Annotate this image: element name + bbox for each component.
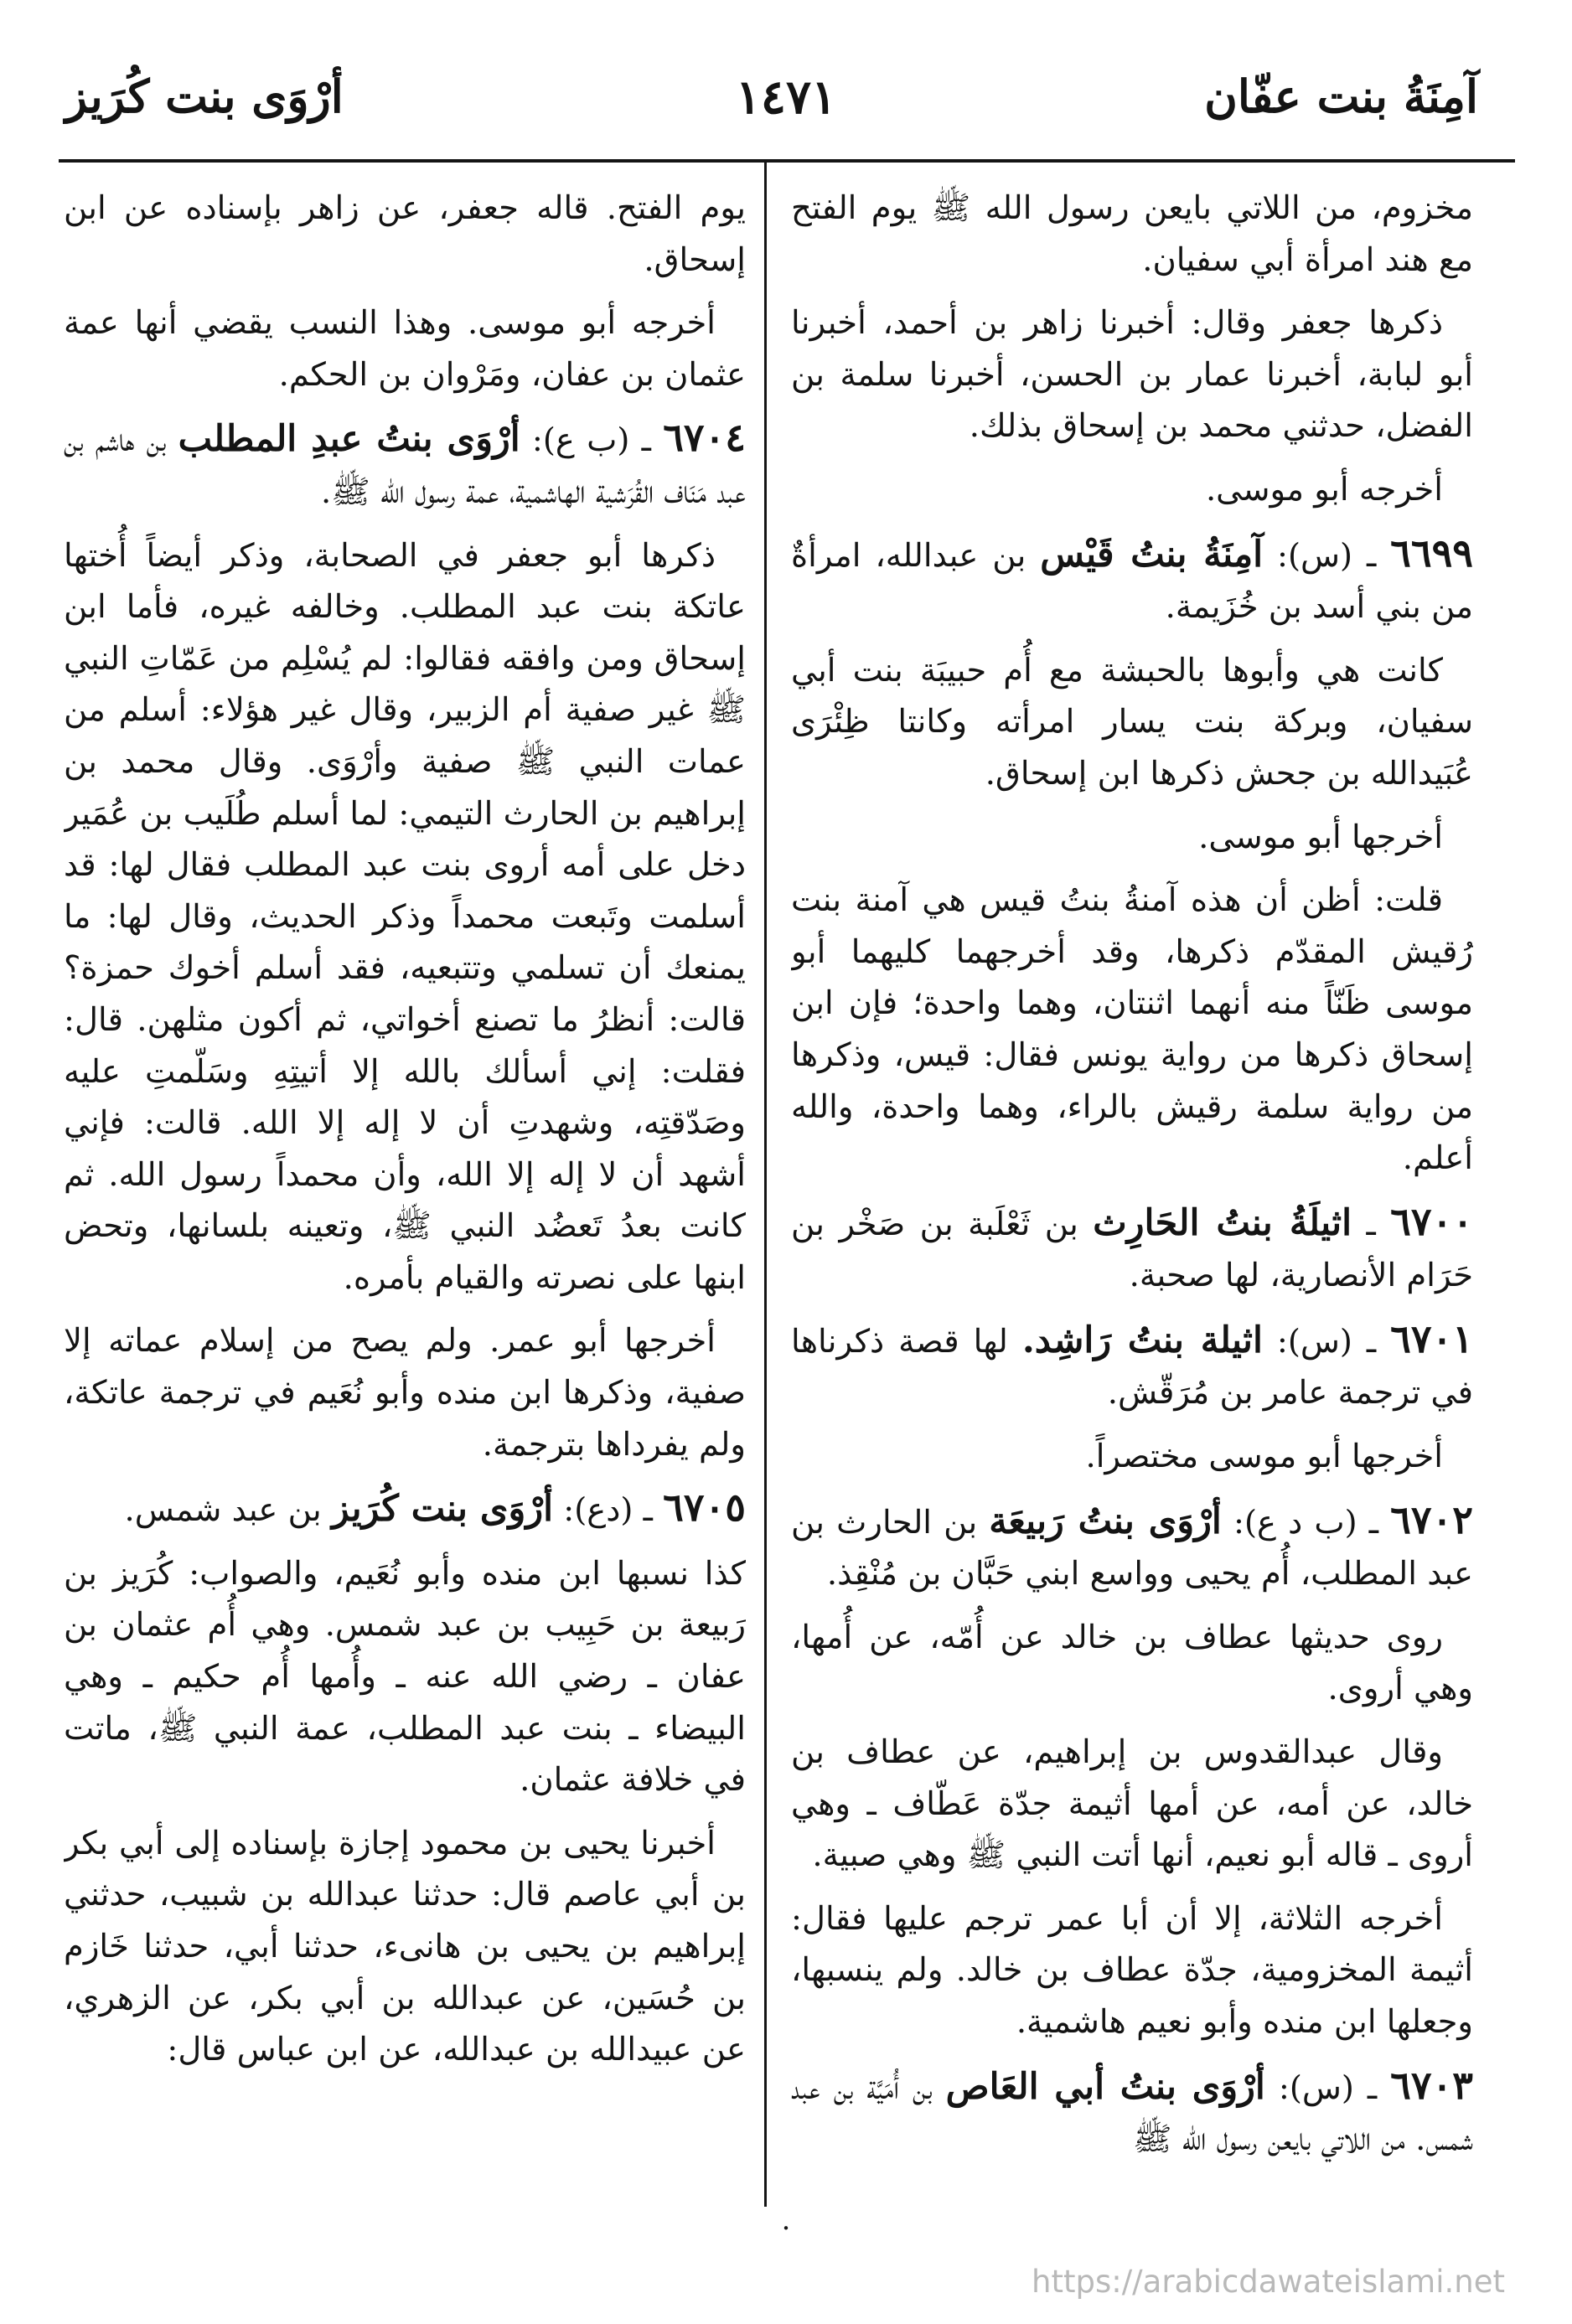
paragraph: أخرجها أبو موسى. — [1198, 818, 1443, 856]
paragraph: أخرجه الثلاثة، إلا أن أبا عمر ترجم عليها فقال: أثيمة المخزومية، جدّة عطاف بن خالد. ولم ينسبها، وجعلها ابن منده وأبو نعيم هاشمية. — [791, 1899, 1473, 2041]
entry-text: لها قصة ذكرناها في ترجمة عامر بن مُرَقّش. — [791, 1322, 1473, 1412]
paragraph: مخزوم، من اللاتي بايعن رسول الله ﷺ يوم الفتح مع هند امرأة أبي سفيان. — [791, 189, 1473, 279]
entry-text: بن عبدالله، امرأةٌ من بني أسد بن خُزَيمة. — [791, 536, 1473, 627]
entry-number: ٦٧٠٠ — [1390, 1198, 1473, 1244]
entry-number: ٦٧٠٢ — [1390, 1496, 1473, 1542]
entry-name: آمِنَةُ بنتُ قَيْس — [1040, 533, 1264, 576]
entry-6703 — [791, 2060, 1473, 2166]
paragraph: أخبرنا يحيى بن محمود إجازة بإسناده إلى أبي بكر بن أبي عاصم قال: حدثنا عبدالله بن شبيب، حدثني إبراهيم بن يحيى بن هانىء، حدثنا أبي، حدثنا خَازم بن حُسَين، عن عبدالله بن أبي بكر، عن الزهري، عن عبيدالله بن عبدالله، عن ابن عباس قال: — [64, 1824, 746, 2069]
entry-number: ٦٧٠٥ — [663, 1485, 746, 1531]
entry-6702 — [791, 1495, 1473, 1600]
entry-name: أرْوَى بنتُ عبدِ المطلب — [178, 418, 520, 461]
paragraph: كانت هي وأبوها بالحبشة مع أُم حبيبَة بنت أبي سفيان، وبركة بنت يسار امرأته وكانتا ظِئْرَى عُبَيدالله بن جحش ذكرها ابن إسحاق. — [791, 651, 1473, 793]
entry-tag: ـ (ب د ع): — [1221, 1503, 1391, 1542]
entry-6701 — [791, 1314, 1473, 1419]
paragraph: أخرجه أبو موسى. — [1205, 470, 1443, 509]
entry-6699 — [791, 528, 1473, 633]
running-header-right: آمِنَةُ بنت عفّان — [1204, 70, 1478, 123]
paragraph: قلت: أظن أن هذه آمنةُ بنتُ قيس هي آمنة بنت رُقيش المقدّم ذكرها، وقد أخرجهما كليهما أبو موسى ظَنّاً منه أنهما اثنتان، وهما واحدة؛ فإن ابن إسحاق ذكرها من رواية يونس فقال: قيس، وذكرها من رواية سلمة رقيش بالراء، وهما واحدة، والله أعلم. — [791, 881, 1473, 1178]
entry-number: ٦٦٩٩ — [1390, 529, 1473, 576]
footer-mark: · — [781, 2212, 791, 2245]
entry-name: اثيلة بنتُ رَاشِد. — [1021, 1319, 1263, 1361]
entry-number: ٦٧٠٣ — [1390, 2062, 1473, 2108]
paragraph: أخرجها أبو عمر. ولم يصح من إسلام عماته إلا صفية، وذكرها ابن منده وأبو نُعَيم في ترجمة عاتكة، ولم يفرداها بترجمة. — [64, 1322, 746, 1464]
entry-number: ٦٧٠٤ — [663, 415, 746, 461]
entry-name: أرْوَى بنتُ أبي العَاص — [945, 2065, 1265, 2108]
paragraph: ذكرها جعفر وقال: أخبرنا زاهر بن أحمد، أخبرنا أبو لبابة، أخبرنا عمار بن الحسن، أخبرنا سلمة بن الفضل، حدثني محمد بن إسحاق بذلك. — [791, 304, 1473, 446]
paragraph: كذا نسبها ابن منده وأبو نُعَيم، والصواب: كُرَيز بن رَبيعة بن حَبِيب بن عبد شمس. وهي أُم عثمان بن عفان ـ رضي الله عنه ـ وأُمها أُم حكيم ـ وهي البيضاء ـ بنت عبد المطلب، عمة النبي ﷺ، ماتت في خلافة عثمان. — [64, 1554, 746, 1800]
watermark-url: https://arabicdawateislami.net — [1032, 2264, 1505, 2300]
entry-text: بن أُمَيَّة بن عبد شمس. من اللاتي بايعن رسول الله ﷺ — [791, 2068, 1473, 2159]
entry-tag: ـ (س): — [1264, 2068, 1391, 2107]
paragraph: ذكرها أبو جعفر في الصحابة، وذكر أيضاً أُختها عاتكة بنت عبد المطلب. وخالفه غيره، فأما ابن إسحاق ومن وافقه فقالوا: لم يُسْلِم من عَمّاتِ النبي ﷺ غير صفية أم الزبير، وقال غير هؤلاء: أسلم من عمات النبي ﷺ صفية وأرْوَى. وقال محمد بن إبراهيم بن الحارث التيمي: لما أسلم طُلَيب بن عُمَير دخل على أمه أروى بنت عبد المطلب فقال لها: قد أسلمت وتَبعت محمداً وذكر الحديث، وقال لها: ما يمنعك أن تسلمي وتتبعيه، فقد أسلم أخوك حمزة؟ قالت: أنظرُ ما تصنع أخواتي، ثم أكون مثلهن. قال: فقلت: إني أسألك بالله إلا أتيتِهِ وسَلّمتِ عليه وصَدّقتِه، وشهدتِ أن لا إله إلا الله. قالت: فإني أشهد أن لا إله إلا الله، وأن محمداً رسول الله. ثم كانت بعدُ تَعضُد النبي ﷺ، وتعينه بلسانها، وتحض ابنها على نصرته والقيام بأمره. — [64, 536, 746, 1297]
paragraph: روى حديثها عطاف بن خالد عن أُمّه، عن أُمها، وهي أروى. — [791, 1618, 1473, 1708]
entry-tag: ـ (دع): — [553, 1491, 664, 1530]
entry-name: أرْوَى بنت كُرَيز — [331, 1488, 554, 1531]
paragraph: يوم الفتح. قاله جعفر، عن زاهر بإسناده عن ابن إسحاق. — [64, 189, 746, 279]
entry-6704 — [64, 412, 746, 518]
paragraph: وقال عبدالقدوس بن إبراهيم، عن عطاف بن خالد، عن أمه، عن أمها أثيمة جدّة عَطّاف ـ وهي أروى ـ قاله أبو نعيم، أنها أتت النبي ﷺ وهي صبية. — [791, 1733, 1473, 1875]
running-header-left: أرْوَى بنت كُرَيز — [65, 70, 344, 123]
entry-tag: ـ (ب ع): — [520, 421, 664, 460]
paragraph: أخرجه أبو موسى. وهذا النسب يقضي أنها عمة عثمان بن عفان، ومَرْوان بن الحكم. — [64, 304, 746, 394]
entry-number: ٦٧٠١ — [1390, 1315, 1473, 1361]
column-divider — [764, 161, 767, 2207]
entry-text: بن ثَعْلَبة بن صَخْر بن حَرَام الأنصارية، لها صحبة. — [791, 1205, 1473, 1295]
entry-6705 — [64, 1482, 746, 1536]
header-rule — [59, 159, 1515, 163]
paragraph: أخرجها أبو موسى مختصراً. — [1085, 1438, 1443, 1476]
entry-tag: ـ (س): — [1262, 1322, 1391, 1361]
entry-tag: ـ (س): — [1263, 536, 1391, 575]
entry-tag: ـ — [1352, 1205, 1391, 1243]
entry-text: بن الحارث بن عبد المطلب، أُم يحيى وواسع ابني حَبَّان بن مُنْقِذ. — [791, 1503, 1473, 1593]
right-column — [791, 183, 1473, 2210]
entry-6700 — [791, 1196, 1473, 1302]
entry-text: بن هاشم بن عبد مَنَاف القُرَشية الهاشمية، عمة رسول الله ﷺ. — [64, 421, 746, 511]
entry-text: بن عبد شمس. — [124, 1491, 332, 1530]
page-number: ١٤٧١ — [735, 70, 837, 125]
entry-name: أرْوَى بنتُ رَبيعَة — [989, 1500, 1222, 1542]
entry-name: اثيلَةُ بنتُ الحَارِث — [1093, 1201, 1352, 1244]
left-column — [64, 183, 746, 2210]
